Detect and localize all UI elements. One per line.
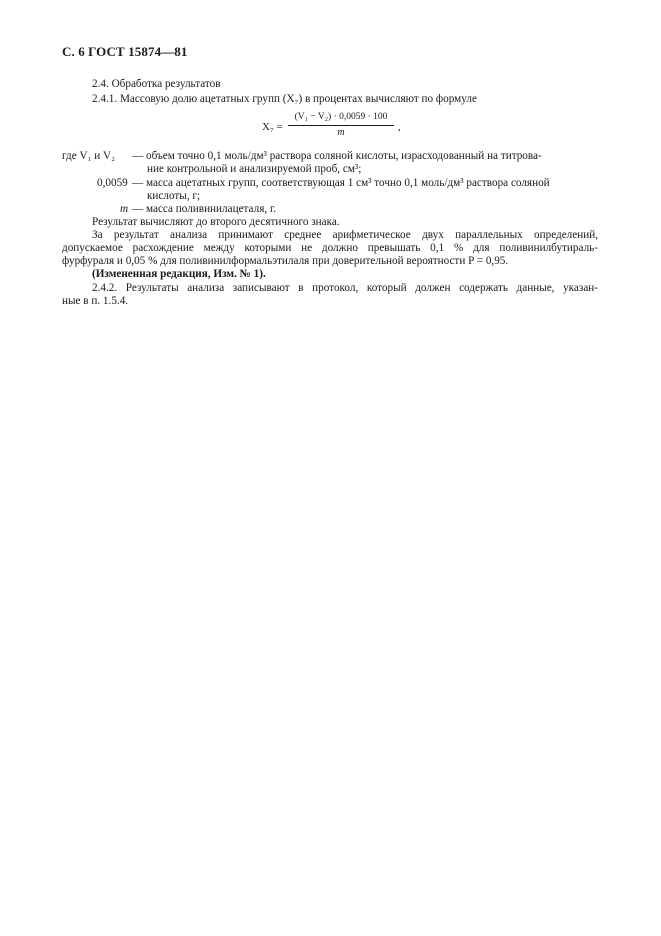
section-title	[92, 78, 221, 91]
formula-lhs: X₇ =	[262, 121, 283, 133]
paragraph-result-precision: Результат вычисляют до второго десятичного знака.	[92, 216, 340, 228]
section-2-4-1-intro: 2.4.1. Массовую долю ацетатных групп (X₇) в процентах вычисляют по формуле	[92, 93, 477, 105]
formula-comma: ,	[398, 121, 401, 133]
page-header: С. 6 ГОСТ 15874—81	[62, 44, 188, 59]
legend-m-term: m	[120, 203, 129, 215]
legend-constant-line1: — масса ацетатных групп, соответствующая 1 см³ точно 0,1 моль/дм³ раствора соляной	[132, 177, 550, 189]
section-2-4-2-line1: 2.4.2. Результаты анализа записывают в протокол, который должен содержать данные, указан-	[92, 282, 598, 294]
paragraph-mean-line3: фурфураля и 0,05 % для поливинилформальэтилаля при доверительной вероятности P = 0,95.	[62, 255, 509, 267]
paragraph-mean-line1: За результат анализа принимают среднее арифметическое двух параллельных определений,	[92, 229, 598, 241]
legend-v-line2: ние контрольной и анализируемой проб, см³;	[147, 163, 362, 175]
formula-denominator: m	[337, 127, 345, 138]
legend-v-line1: — объем точно 0,1 моль/дм³ раствора соляной кислоты, израсходованный на титрова-	[132, 150, 542, 162]
formula-numerator: (V₁ − V₂) · 0,0059 · 100	[294, 112, 388, 122]
section-2-4-2-line2: ные в п. 1.5.4.	[62, 295, 129, 307]
legend-m-line: — масса поливинилацеталя, г.	[132, 203, 277, 215]
revision-note: (Измененная редакция, Изм. № 1).	[92, 268, 266, 280]
legend-constant-line2: кислоты, г;	[147, 190, 201, 202]
formula-x7	[262, 112, 412, 144]
paragraph-mean-line2: допускаемое расхождение между которыми не должно превышать 0,1 % для поливинилбутираль-	[62, 242, 598, 254]
legend-v-prefix: где V₁ и V₂	[62, 150, 116, 162]
formula-fraction-bar	[288, 125, 394, 126]
legend-constant-term: 0,0059	[97, 177, 128, 189]
section-title-text: 2.4. Обработка результатов	[92, 78, 221, 90]
